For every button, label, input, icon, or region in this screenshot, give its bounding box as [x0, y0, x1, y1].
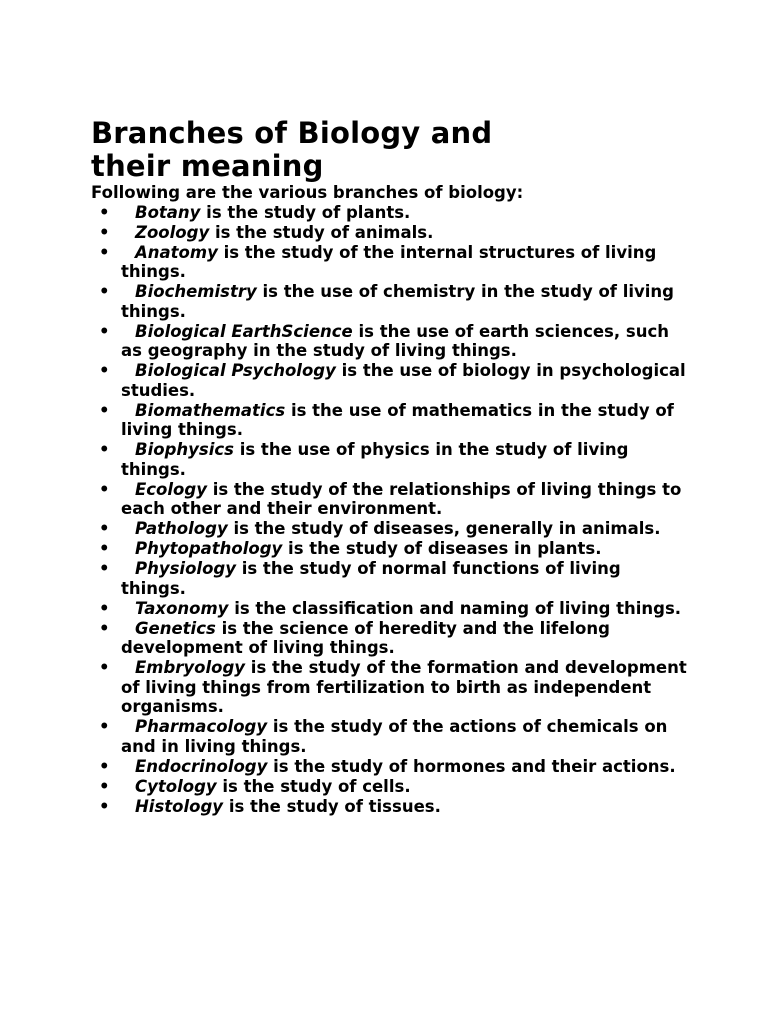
bullet-icon: •	[99, 440, 110, 459]
list-item	[91, 322, 691, 361]
branch-term: Endocrinology	[135, 756, 268, 776]
branch-term: Taxonomy	[135, 598, 229, 618]
branch-term: Phytopathology	[135, 539, 283, 558]
bullet-icon: •	[99, 400, 110, 420]
branch-definition: is the study of diseases in plants.	[282, 539, 602, 558]
list-item	[91, 243, 691, 282]
branch-term: Physiology	[135, 559, 236, 578]
document-page	[91, 117, 691, 817]
title-line-2: their meaning	[91, 149, 324, 183]
bullet-icon: •	[99, 242, 110, 262]
bullet-icon: •	[99, 479, 110, 499]
branch-term: Ecology	[135, 479, 207, 499]
list-item	[91, 599, 691, 619]
list-item	[91, 797, 691, 817]
branch-definition: is the use of earth sciences, such as geography in the study of living things.	[121, 321, 669, 360]
branch-definition: is the study of hormones and their actions.	[267, 756, 676, 776]
bullet-icon: •	[99, 796, 110, 816]
bullet-icon: •	[99, 282, 110, 301]
branch-term: Anatomy	[135, 242, 218, 262]
branch-definition: is the study of animals.	[209, 222, 434, 242]
document-title	[91, 117, 691, 183]
bullet-icon: •	[99, 222, 110, 242]
list-item	[91, 440, 691, 479]
bullet-icon: •	[99, 756, 110, 776]
branch-term: Zoology	[135, 222, 210, 242]
branch-definition: is the classification and naming of living things.	[228, 598, 682, 618]
branch-definition: is the study of the relationships of living things to each other and their environment.	[121, 479, 682, 518]
list-item	[91, 519, 691, 539]
branch-definition: is the use of mathematics in the study of living things.	[121, 400, 674, 439]
branch-term: Biomathematics	[135, 400, 286, 420]
list-item	[91, 361, 691, 400]
list-item	[91, 559, 691, 598]
branch-term: Biophysics	[135, 440, 234, 459]
list-item	[91, 282, 691, 321]
list-item	[91, 757, 691, 777]
list-item	[91, 401, 691, 440]
title-line-1: Branches of Biology and	[91, 116, 493, 150]
bullet-icon: •	[99, 658, 110, 677]
branch-definition: is the study of tissues.	[223, 796, 441, 816]
branch-list	[91, 203, 691, 817]
intro-text: Following are the various branches of biology:	[91, 183, 524, 202]
list-item	[91, 777, 691, 797]
list-item	[91, 223, 691, 243]
branch-term: Biological Psychology	[135, 361, 336, 380]
branch-definition: is the use of chemistry in the study of living things.	[121, 282, 674, 321]
branch-term: Biochemistry	[135, 282, 257, 301]
branch-definition: is the study of the actions of chemicals on and in living things.	[121, 717, 668, 756]
branch-definition: is the use of physics in the study of living things.	[121, 440, 629, 479]
list-item	[91, 619, 691, 658]
branch-term: Pathology	[135, 519, 228, 538]
list-item	[91, 658, 691, 717]
branch-term: Embryology	[135, 658, 246, 677]
list-item	[91, 203, 691, 223]
branch-definition: is the study of normal functions of living things.	[121, 559, 621, 598]
branch-definition: is the study of the internal structures of living things.	[121, 242, 657, 281]
branch-term: Histology	[135, 796, 224, 816]
bullet-icon: •	[99, 618, 110, 638]
bullet-icon: •	[99, 321, 110, 341]
list-item	[91, 717, 691, 756]
branch-definition: is the study of cells.	[216, 776, 411, 796]
bullet-icon: •	[99, 202, 110, 222]
bullet-icon: •	[99, 559, 110, 578]
bullet-icon: •	[99, 361, 110, 380]
bullet-icon: •	[99, 539, 110, 558]
bullet-icon: •	[99, 717, 110, 736]
branch-definition: is the study of the formation and development of living things from fertilization to birth as independent organisms.	[121, 658, 687, 716]
branch-definition: is the study of diseases, generally in animals.	[227, 519, 661, 538]
bullet-icon: •	[99, 598, 110, 618]
bullet-icon: •	[99, 776, 110, 796]
branch-term: Biological EarthScience	[135, 321, 353, 341]
list-item	[91, 480, 691, 519]
branch-definition: is the study of plants.	[200, 202, 411, 222]
branch-term: Genetics	[135, 618, 216, 638]
branch-term: Botany	[135, 202, 201, 222]
branch-definition: is the science of heredity and the lifelong development of living things.	[121, 618, 610, 657]
list-item	[91, 539, 691, 559]
bullet-icon: •	[99, 519, 110, 538]
branch-definition: is the use of biology in psychological studies.	[121, 361, 686, 400]
branch-term: Cytology	[135, 776, 217, 796]
branch-term: Pharmacology	[135, 717, 268, 736]
